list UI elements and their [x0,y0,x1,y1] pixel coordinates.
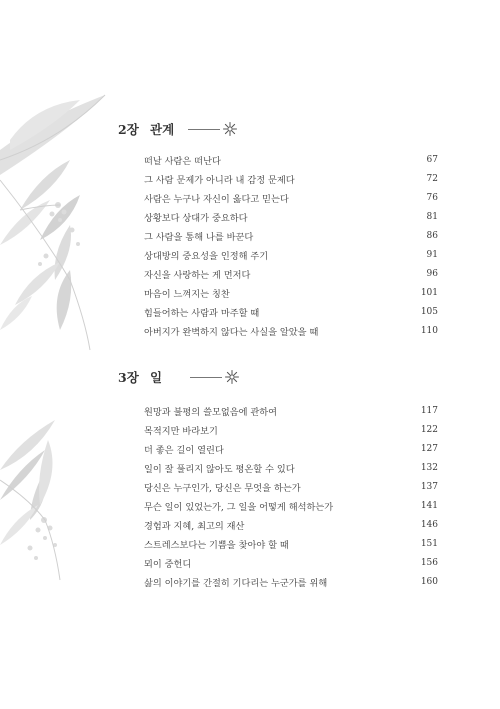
entry-title: 무슨 일이 있었는가, 그 일을 어떻게 해석하는가 [144,501,334,513]
divider-line [188,129,220,130]
entry-page-number: 156 [420,557,438,568]
toc-entry[interactable] [144,458,438,477]
toc-entry[interactable] [144,150,438,169]
chapter-title: 일 [150,370,163,385]
entry-page-number: 76 [426,192,438,203]
entry-page-number: 110 [420,325,438,336]
toc-entry[interactable] [144,439,438,458]
toc-entry[interactable] [144,401,438,420]
entry-title: 그 사람을 통해 나를 바꾼다 [144,231,254,243]
entry-title: 경험과 지혜, 최고의 재산 [144,520,245,532]
chapter-2-entry-list [144,150,438,340]
entry-title: 그 사람 문제가 아니라 내 감정 문제다 [144,174,295,186]
toc-entry[interactable] [144,188,438,207]
toc-entry[interactable] [144,169,438,188]
entry-page-number: 72 [426,173,438,184]
chapter-2 [118,118,438,338]
toc-entry[interactable] [144,477,438,496]
toc-entry[interactable] [144,283,438,302]
flower-ornament-icon [224,369,240,385]
entry-title: 마음이 느껴지는 칭찬 [144,288,230,300]
entry-title: 사람은 누구나 자신이 옳다고 믿는다 [144,193,289,205]
toc-entry[interactable] [144,321,438,340]
entry-page-number: 146 [420,519,438,530]
entry-title: 더 좋은 길이 열린다 [144,444,224,456]
entry-page-number: 101 [420,287,438,298]
toc-entry[interactable] [144,553,438,572]
entry-title: 목적지만 바라보기 [144,425,218,437]
entry-title: 떠날 사람은 떠난다 [144,155,221,167]
toc-entry[interactable] [144,302,438,321]
chapter-title: 관계 [150,122,175,137]
entry-page-number: 105 [420,306,438,317]
entry-page-number: 160 [420,576,438,587]
chapter-3 [118,366,438,589]
entry-title: 아버지가 완벽하지 않다는 사실을 알았을 때 [144,326,319,338]
toc-entry[interactable] [144,207,438,226]
entry-title: 삶의 이야기를 간절히 기다리는 누군가를 위해 [144,577,328,589]
entry-page-number: 122 [420,424,438,435]
toc-entry[interactable] [144,534,438,553]
toc-entry[interactable] [144,264,438,283]
toc-entry[interactable] [144,226,438,245]
chapter-2-heading [118,118,438,140]
chapter-3-entry-list [144,401,438,591]
divider-line [190,377,222,378]
toc-entry[interactable] [144,245,438,264]
entry-title: 뫼이 중헌디 [144,558,192,570]
entry-page-number: 91 [426,249,438,260]
toc-entry[interactable] [144,572,438,591]
entry-page-number: 127 [420,443,438,454]
entry-title: 상대방의 중요성을 인정해 주기 [144,250,269,262]
entry-page-number: 117 [420,405,438,416]
entry-title: 상황보다 상대가 중요하다 [144,212,248,224]
entry-page-number: 81 [426,211,438,222]
chapter-divider [190,369,240,385]
chapter-divider [188,121,238,137]
chapter-3-heading [118,366,438,388]
toc-entry[interactable] [144,496,438,515]
entry-title: 일이 잘 풀리지 않아도 평온할 수 있다 [144,463,295,475]
entry-page-number: 141 [420,500,438,511]
toc-entry[interactable] [144,515,438,534]
entry-title: 당신은 누구인가, 당신은 무엇을 하는가 [144,482,301,494]
flower-ornament-icon [222,121,238,137]
entry-title: 스트레스보다는 기쁨을 찾아야 할 때 [144,539,289,551]
chapter-number: 3장 [118,370,139,385]
entry-page-number: 67 [426,154,438,165]
entry-page-number: 132 [420,462,438,473]
chapter-number: 2장 [118,122,139,137]
toc-entry[interactable] [144,420,438,439]
entry-page-number: 151 [420,538,438,549]
entry-page-number: 137 [420,481,438,492]
entry-page-number: 86 [426,230,438,241]
entry-title: 힘들어하는 사람과 마주할 때 [144,307,260,319]
entry-title: 원망과 불평의 쓸모없음에 관하여 [144,406,278,418]
entry-page-number: 96 [426,268,438,279]
entry-title: 자신을 사랑하는 게 먼저다 [144,269,251,281]
